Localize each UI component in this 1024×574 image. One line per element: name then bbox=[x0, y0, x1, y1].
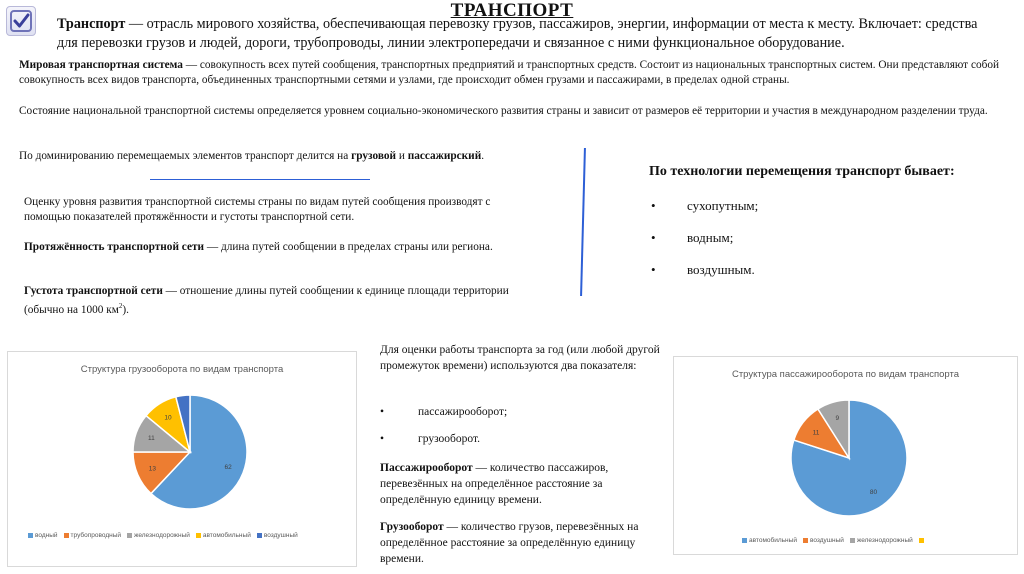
dominance-cargo: грузовой bbox=[351, 150, 396, 162]
density-end: ). bbox=[122, 303, 129, 316]
passenger-pie bbox=[674, 357, 1017, 554]
legend-item bbox=[251, 532, 298, 539]
tech-heading: По технологии перемещения транспорт бывает: bbox=[649, 164, 955, 179]
intro-paragraph bbox=[57, 15, 997, 53]
legend-swatch bbox=[196, 533, 201, 538]
legend-item bbox=[22, 532, 58, 539]
dominance-text: По доминированию перемещаемых элементов транспорт делится на bbox=[19, 150, 352, 162]
legend-swatch bbox=[742, 538, 747, 543]
bullet-icon: • bbox=[380, 406, 385, 418]
dominance-passenger: пассажирский bbox=[407, 150, 482, 162]
national-text: Состояние национальной транспортной системы определяется уровнем социально-экономического развития страны и зависит от размеров её территории и участия в международном разделении труда. bbox=[19, 105, 988, 117]
assessment-text: Оценку уровня развития транспортной системы страны по видам путей сообщения производят с помощью показателей протяжённости и густоты транспортной сети. bbox=[24, 196, 491, 223]
dominance-end: . bbox=[481, 150, 485, 162]
cargo-term: Грузооборот bbox=[380, 521, 444, 533]
bullet-icon: • bbox=[380, 433, 385, 445]
pie-data-label: 9 bbox=[835, 414, 840, 422]
pie-data-label: 80 bbox=[869, 488, 878, 496]
legend-label: водный bbox=[35, 532, 58, 539]
passenger-chart bbox=[673, 356, 1018, 555]
legend-swatch bbox=[850, 538, 855, 543]
world-term: Мировая транспортная система bbox=[19, 59, 183, 71]
legend-item bbox=[190, 532, 251, 539]
legend-swatch bbox=[919, 538, 924, 543]
divider-horizontal bbox=[150, 179, 370, 180]
bullet-icon: • bbox=[651, 262, 656, 277]
passenger-term: Пассажирооборот bbox=[380, 462, 473, 474]
density-sup: 2 bbox=[118, 302, 123, 310]
national-paragraph bbox=[19, 104, 1019, 119]
page-title: ТРАНСПОРТ bbox=[450, 0, 574, 21]
bullet-icon: • bbox=[651, 230, 656, 245]
cargo-text: — количество грузов, перевезённых на определённое расстояние за определённую единицу времени. bbox=[380, 521, 639, 565]
passenger-chart-title: Структура пассажирооборота по видам транспорта bbox=[731, 369, 960, 380]
intro-text: — отрасль мирового хозяйства, обеспечивающая перевозку грузов, пассажиров, энергии, информации от места к месту. Включает: средства для перевозки грузов и людей, дороги, трубопроводы, линии электропередачи и связанное с ними функциональное оборудование. bbox=[57, 16, 978, 51]
pie-data-label: 62 bbox=[224, 464, 232, 472]
legend-swatch bbox=[803, 538, 808, 543]
cargo-chart-title: Структура грузооборота по видам транспорта bbox=[80, 364, 284, 375]
legend-label: воздушный bbox=[809, 537, 844, 544]
tech-item-air: воздушным. bbox=[687, 262, 755, 277]
bullet-icon: • bbox=[651, 198, 656, 213]
tech-item-land: сухопутным; bbox=[687, 198, 759, 213]
legend-item bbox=[121, 532, 190, 539]
indicator-passenger: пассажирооборот; bbox=[418, 406, 508, 418]
passenger-definition bbox=[380, 460, 670, 508]
density-term: Густота транспортной сети bbox=[24, 285, 163, 297]
dominance-paragraph bbox=[19, 149, 579, 164]
length-term: Протяжённость транспортной сети bbox=[24, 241, 205, 253]
length-text: — длина путей сообщении в пределах страны или региона. bbox=[204, 241, 493, 253]
density-paragraph bbox=[24, 284, 524, 318]
legend-label: автомобильный bbox=[749, 537, 797, 544]
legend-item bbox=[913, 537, 926, 544]
legend-swatch bbox=[127, 533, 132, 538]
pie-data-label: 13 bbox=[148, 465, 156, 473]
world-text: — совокупность всех путей сообщения, транспортных предприятий и транспортных средств. Состоит из национальных транспортных систем. Они представляют собой совокупность всех видов транспорта, объединенных транспортными сетями и узлами, где происходит обмен грузами и пассажирами, в пределах одной страны. bbox=[19, 59, 1000, 86]
cargo-definition bbox=[380, 519, 670, 567]
length-paragraph bbox=[24, 240, 524, 255]
indicators-intro: Для оценки работы транспорта за год (или любой другой промежуток времени) используются два показателя: bbox=[380, 344, 660, 372]
legend-item bbox=[797, 537, 844, 544]
legend-swatch bbox=[257, 533, 262, 538]
legend-item bbox=[844, 537, 913, 544]
pie-data-label: 11 bbox=[812, 429, 820, 437]
legend-item bbox=[736, 537, 797, 544]
divider-vertical bbox=[580, 148, 586, 296]
legend-label: железнодорожный bbox=[134, 532, 190, 539]
cargo-chart bbox=[7, 351, 357, 567]
tech-item-water: водным; bbox=[687, 230, 734, 245]
legend-label: трубопроводный bbox=[70, 532, 122, 539]
passenger-chart-legend bbox=[736, 537, 926, 544]
assessment-paragraph bbox=[24, 195, 524, 225]
passenger-text: — количество пассажиров, перевезённых на определённое расстояние за определённую единицу времени. bbox=[380, 462, 609, 506]
pie-data-label: 10 bbox=[164, 414, 172, 422]
dominance-and: и bbox=[396, 150, 408, 162]
intro-term: Транспорт bbox=[57, 16, 126, 32]
cargo-chart-legend bbox=[22, 532, 298, 539]
pie-data-label: 11 bbox=[148, 435, 155, 443]
legend-swatch bbox=[28, 533, 33, 538]
legend-label: железнодорожный bbox=[856, 537, 913, 544]
legend-label: воздушный bbox=[263, 532, 298, 539]
legend-swatch bbox=[64, 533, 69, 538]
world-system-paragraph bbox=[19, 58, 1019, 88]
legend-item bbox=[58, 532, 121, 539]
indicator-cargo: грузооборот. bbox=[418, 433, 481, 445]
legend-label: автомобильный bbox=[202, 532, 251, 539]
density-text: — отношение длины путей сообщении к единице площади территории (обычно на 1000 км bbox=[24, 285, 509, 316]
